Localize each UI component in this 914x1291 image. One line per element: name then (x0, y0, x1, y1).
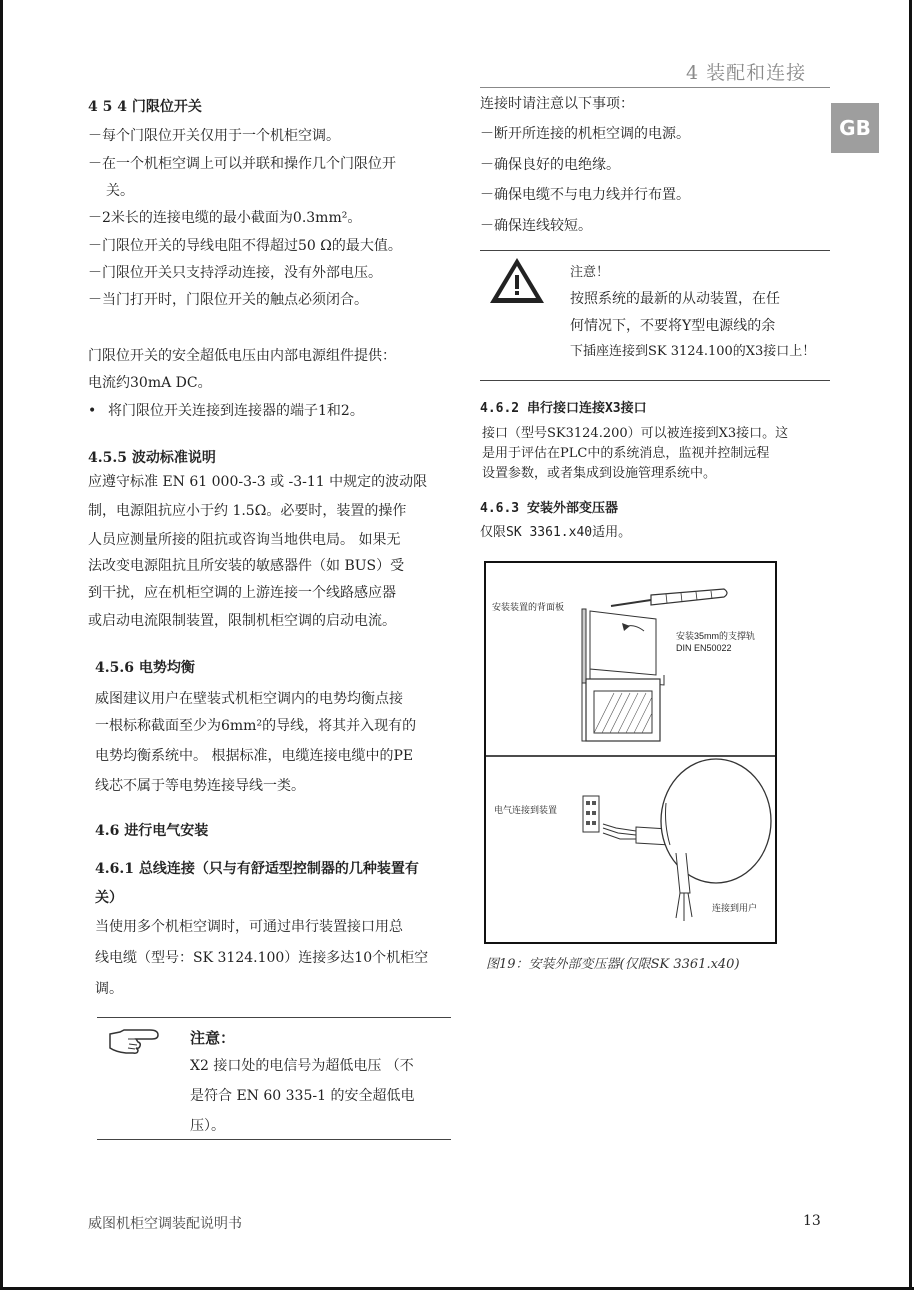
warning-triangle-icon (488, 256, 546, 306)
page-border-bottom (0, 1287, 914, 1290)
paragraph-line: 人员应测量所接的阻抗或咨询当地供电局。 如果无 (88, 532, 401, 548)
section-463-title: 4.6.3 安装外部变压器 (480, 501, 618, 516)
warning-top-rule (480, 250, 830, 251)
section-454-title: 4 5 4 门限位开关 (88, 99, 202, 115)
paragraph-line: 线芯不属于等电势连接导线一类。 (95, 778, 305, 794)
figure-label-back-plate: 安装装置的背面板 (492, 602, 565, 612)
list-item: －确保连线较短。 (480, 218, 592, 234)
note-line: 是符合 EN 60 335-1 的安全超低电 (190, 1088, 415, 1104)
warning-bottom-rule (480, 380, 830, 381)
paragraph-line: 门限位开关的安全超低电压由内部电源组件提供： (88, 348, 396, 364)
warning-title: 注意！ (570, 265, 610, 280)
bullet-item: 将门限位开关连接到连接器的端子1和2。 (108, 403, 364, 419)
section-462-title: 4.6.2 串行接口连接X3接口 (480, 401, 647, 416)
note-bottom-rule (97, 1139, 451, 1140)
paragraph-line: 应遵守标准 EN 61 000-3-3 或 -3-11 中规定的波动限 (88, 474, 428, 490)
header-rule (480, 87, 830, 88)
list-item: －断开所连接的机柜空调的电源。 (480, 126, 690, 142)
list-item: －确保电缆不与电力线并行布置。 (480, 187, 690, 203)
footer-title: 威图机柜空调装配说明书 (88, 1216, 242, 1232)
page-border-right (909, 0, 912, 1289)
section-461-title-cont: 关） (95, 890, 123, 906)
list-item: －确保良好的电绝缘。 (480, 157, 620, 173)
note-title: 注意： (190, 1029, 236, 1047)
paragraph-line: 威图建议用户在壁装式机柜空调内的电势均衡点接 (95, 691, 403, 707)
note-top-rule (97, 1017, 451, 1018)
section-46-title: 4.6 进行电气安装 (95, 823, 209, 839)
figure-label-rail: 安装35mm的支撑轨 (676, 631, 756, 641)
paragraph-line: 接口（型号SK3124.200）可以被连接到X3接口。这 (482, 426, 789, 441)
figure-label-user: 连接到用户 (712, 903, 758, 913)
warning-line: 下插座连接到SK 3124.100的X3接口上！ (570, 344, 816, 359)
list-item: －当门打开时，门限位开关的触点必须闭合。 (88, 292, 368, 308)
paragraph-line: 一根标称截面至少为6mm²的导线，将其并入现有的 (95, 718, 417, 734)
note-line: 压）。 (190, 1118, 225, 1134)
figure-19 (484, 561, 777, 944)
warning-line: 何情况下，不要将Y型电源线的余 (570, 318, 776, 334)
paragraph-line: 调。 (95, 981, 123, 997)
paragraph-line: 或启动电流限制装置，限制机柜空调的启动电流。 (88, 613, 396, 629)
bullet-dot: • (88, 403, 97, 419)
figure-drawing (486, 563, 775, 942)
paragraph-line: 当使用多个机柜空调时，可通过串行装置接口用总 (95, 919, 403, 935)
figure-label-din: DIN EN50022 (676, 643, 732, 653)
paragraph-line: 线电缆（型号：SK 3124.100）连接多达10个机柜空 (95, 950, 429, 966)
list-item: 关。 (106, 183, 134, 199)
pointing-hand-icon (106, 1026, 164, 1056)
paragraph-line: 到干扰，应在机柜空调的上游连接一个线路感应器 (88, 585, 396, 601)
language-badge: GB (831, 103, 879, 153)
chapter-header: 4 装配和连接 (686, 62, 807, 84)
list-item: －2米长的连接电缆的最小截面为0.3mm²。 (88, 210, 362, 226)
paragraph-line: 仅限SK 3361.x40适用。 (480, 525, 632, 540)
paragraph-line: 设置参数，或者集成到设施管理系统中。 (482, 466, 717, 481)
list-item: －门限位开关只支持浮动连接，没有外部电压。 (88, 265, 382, 281)
section-455-title: 4.5.5 波动标准说明 (88, 450, 216, 466)
section-456-title: 4.5.6 电势均衡 (95, 660, 195, 676)
paragraph-line: 法改变电源阻抗且所安装的敏感器件（如 BUS）受 (88, 558, 405, 574)
list-item: －在一个机柜空调上可以并联和操作几个门限位开 (88, 156, 396, 172)
paragraph-line: 制，电源阻抗应小于约 1.5Ω。必要时，装置的操作 (88, 503, 407, 519)
list-item: －每个门限位开关仅用于一个机柜空调。 (88, 128, 340, 144)
note-line: X2 接口处的电信号为超低电压 （不 (190, 1058, 414, 1074)
figure-caption: 图19：安装外部变压器(仅限SK 3361.x40) (486, 957, 740, 972)
paragraph-line: 是用于评估在PLC中的系统消息，监视并控制远程 (482, 446, 770, 461)
page-border-left (0, 0, 3, 1289)
paragraph-line: 电流约30mA DC。 (88, 375, 212, 391)
section-461-title: 4.6.1 总线连接（只与有舒适型控制器的几种装置有 (95, 861, 419, 877)
warning-line: 按照系统的最新的从动装置，在任 (570, 291, 780, 307)
page-number: 13 (803, 1213, 821, 1229)
figure-label-electrical: 电气连接到装置 (494, 805, 558, 815)
connection-intro: 连接时请注意以下事项： (480, 96, 634, 112)
paragraph-line: 电势均衡系统中。 根据标准，电缆连接电缆中的PE (95, 748, 414, 764)
list-item: －门限位开关的导线电阻不得超过50 Ω的最大值。 (88, 238, 402, 254)
